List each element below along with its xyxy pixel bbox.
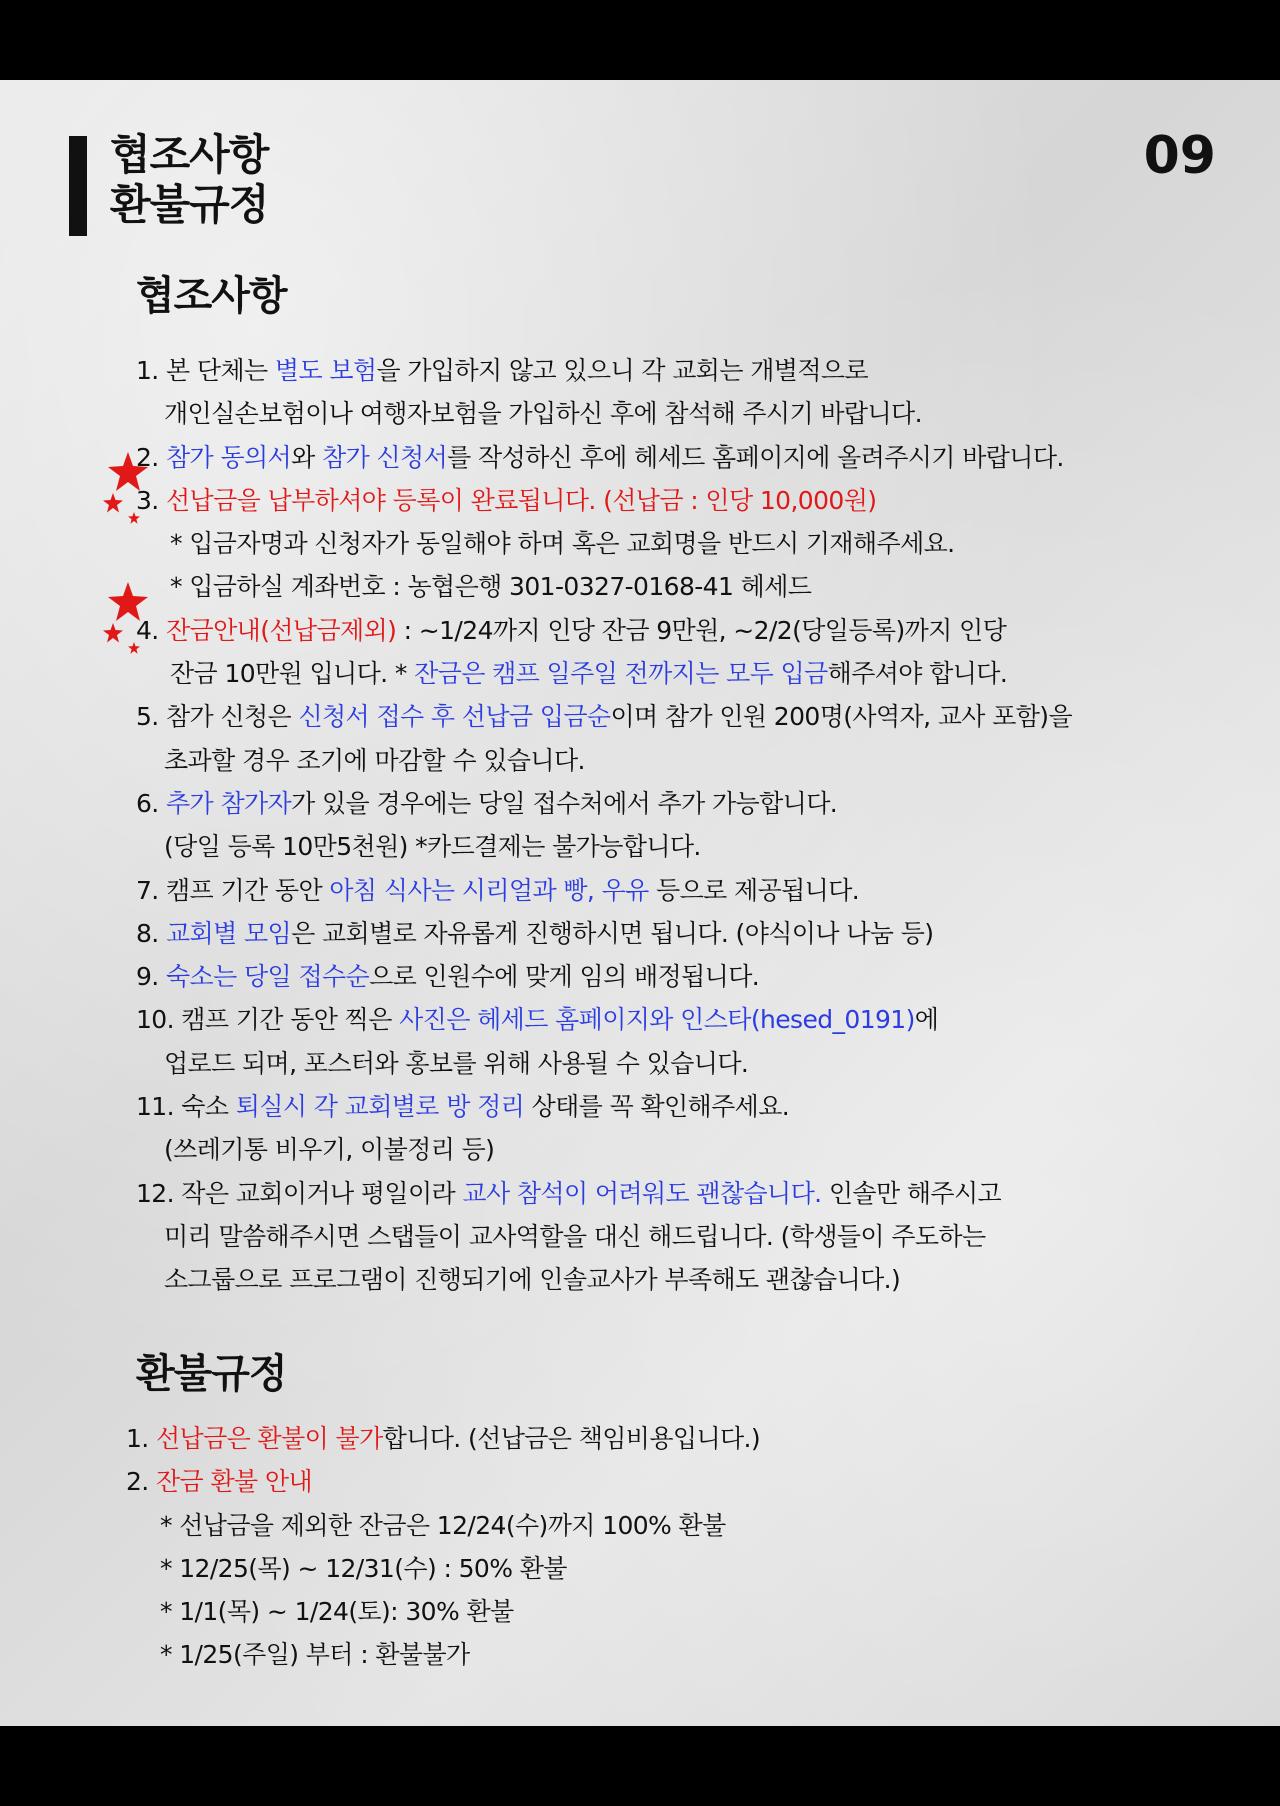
star-icon [103,623,123,643]
refund-list [126,1417,1240,1677]
list-item: 4. 잔금안내(선납금제외) : ~1/24까지 인당 잔금 9만원, ~2/2(당일등록)까지 인당 [136,615,1007,645]
list-item-continuation: 업로드 되며, 포스터와 홍보를 위해 사용될 수 있습니다. [164,1048,749,1078]
list-item-continuation: 미리 말씀해주시면 스탭들이 교사역할을 대신 해드립니다. (학생들이 주도하는 [164,1221,986,1251]
list-item-continuation: 소그룹으로 프로그램이 진행되기에 인솔교사가 부족해도 괜찮습니다.) [164,1265,901,1295]
list-item: 5. 참가 신청은 신청서 접수 후 선납금 입금순이며 참가 인원 200명(사역자, 교사 포함)을 [136,702,1073,732]
list-note: * 12/25(목) ~ 12/31(수) : 50% 환불 [160,1553,567,1583]
header-title-line2: 환불규정 [110,180,269,229]
list-note: * 입금자명과 신청자가 동일해야 하며 혹은 교회명을 반드시 기재해주세요. [170,529,955,559]
list-item: 9. 숙소는 당일 접수순으로 인원수에 맞게 임의 배정됩니다. [136,962,760,992]
cooperation-heading: 협조사항 [136,273,287,319]
header-accent-bar [69,136,87,236]
list-item: 12. 작은 교회이거나 평일이라 교사 참석이 어려워도 괜찮습니다. 인솔만 해주시고 [136,1178,1002,1208]
list-item: 2. 참가 동의서와 참가 신청서를 작성하신 후에 헤세드 홈페이지에 올려주시기 바랍니다. [136,442,1064,472]
document-page [0,80,1280,1726]
header-title [110,130,268,230]
list-item: 2. 잔금 환불 안내 [126,1467,312,1497]
list-note: * 1/25(주일) 부터 : 환불불가 [160,1640,470,1670]
star-icon [103,493,123,513]
list-item: 7. 캠프 기간 동안 아침 식사는 시리얼과 빵, 우유 등으로 제공됩니다. [136,875,860,905]
list-item-continuation: (당일 등록 10만5천원) *카드결제는 불가능합니다. [164,832,701,862]
page-number: 09 [1143,126,1216,186]
list-note: * 선납금을 제외한 잔금은 12/24(수)까지 100% 환불 [160,1510,726,1540]
list-note: * 1/1(목) ~ 1/24(토): 30% 환불 [160,1597,514,1627]
list-item: 10. 캠프 기간 동안 찍은 사진은 헤세드 홈페이지와 인스타(hesed_0191)에 [136,1005,939,1035]
list-note: * 입금하실 계좌번호 : 농협은행 301-0327-0168-41 헤세드 [170,572,812,602]
list-item-continuation: 잔금 10만원 입니다. * 잔금은 캠프 일주일 전까지는 모두 입금해주셔야 합니다. [170,659,1008,689]
list-item: 1. 본 단체는 별도 보험을 가입하지 않고 있으니 각 교회는 개별적으로 [136,356,869,385]
header-title-line1: 협조사항 [110,130,269,179]
list-item: 6. 추가 참가자가 있을 경우에는 당일 접수처에서 추가 가능합니다. [136,788,838,818]
list-item: 1. 선납금은 환불이 불가합니다. (선납금은 책임비용입니다.) [126,1424,761,1453]
list-item-continuation: 초과할 경우 조기에 마감할 수 있습니다. [164,745,585,775]
cooperation-list [136,349,1240,1302]
list-item: 3. 선납금을 납부하셔야 등록이 완료됩니다. (선납금 : 인당 10,000원) [136,485,877,515]
list-item-continuation: (쓰레기통 비우기, 이불정리 등) [164,1135,495,1165]
list-item-continuation: 개인실손보험이나 여행자보험을 가입하신 후에 참석해 주시기 바랍니다. [164,399,922,429]
refund-heading: 환불규정 [136,1351,287,1397]
list-item: 8. 교회별 모임은 교회별로 자유롭게 진행하시면 됩니다. (야식이나 나눔 등) [136,918,934,948]
list-item: 11. 숙소 퇴실시 각 교회별로 방 정리 상태를 꼭 확인해주세요. [136,1092,790,1122]
